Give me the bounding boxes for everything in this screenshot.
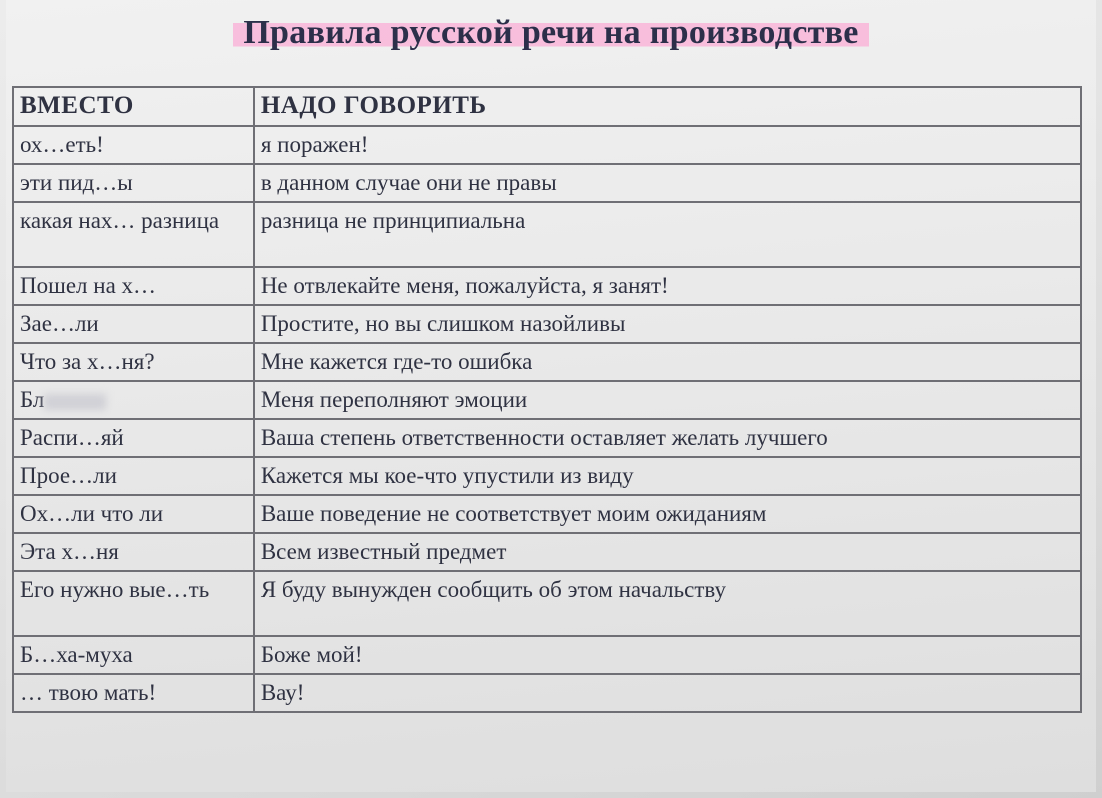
cell-say: разница не принципиальна (254, 202, 1081, 267)
cell-instead: Распи…яй (13, 419, 254, 457)
cell-instead: какая нах… разница (13, 202, 254, 267)
cell-say: в данном случае они не правы (254, 164, 1081, 202)
cell-say: Вау! (254, 674, 1081, 712)
cell-instead-censored (13, 381, 254, 419)
table-row (13, 202, 1081, 267)
cell-say: Боже мой! (254, 636, 1081, 674)
paper-sheet (6, 0, 1096, 792)
table-row (13, 495, 1081, 533)
cell-say: Не отвлекайте меня, пожалуйста, я занят! (254, 267, 1081, 305)
page-title (6, 14, 1096, 52)
table-row (13, 126, 1081, 164)
cell-say: Кажется мы кое-что упустили из виду (254, 457, 1081, 495)
cell-instead: Эта х…ня (13, 533, 254, 571)
cell-instead: Зае…ли (13, 305, 254, 343)
cell-say: Простите, но вы слишком назойливы (254, 305, 1081, 343)
blurred-text-patch (44, 394, 106, 410)
cell-instead: … твою мать! (13, 674, 254, 712)
table-row (13, 381, 1081, 419)
header-instead: ВМЕСТО (13, 87, 254, 126)
cell-say: я поражен! (254, 126, 1081, 164)
table-row (13, 457, 1081, 495)
table-row (13, 164, 1081, 202)
cell-instead: Что за х…ня? (13, 343, 254, 381)
cell-say: Я буду вынужден сообщить об этом начальству (254, 571, 1081, 636)
rules-table (12, 86, 1082, 713)
cell-instead: Б…ха-муха (13, 636, 254, 674)
table-row (13, 343, 1081, 381)
table-header-row (13, 87, 1081, 126)
table-row (13, 267, 1081, 305)
cell-instead: Пошел на х… (13, 267, 254, 305)
cell-say: Всем известный предмет (254, 533, 1081, 571)
table-row (13, 636, 1081, 674)
cell-instead: ох…еть! (13, 126, 254, 164)
cell-instead: Прое…ли (13, 457, 254, 495)
cell-instead: эти пид…ы (13, 164, 254, 202)
page-title-text: Правила русской речи на производстве (233, 14, 868, 51)
cell-instead: Ох…ли что ли (13, 495, 254, 533)
table-row (13, 571, 1081, 636)
cell-say: Ваше поведение не соответствует моим ожиданиям (254, 495, 1081, 533)
cell-say: Меня переполняют эмоции (254, 381, 1081, 419)
header-say: НАДО ГОВОРИТЬ (254, 87, 1081, 126)
cell-say: Мне кажется где-то ошибка (254, 343, 1081, 381)
cell-say: Ваша степень ответственности оставляет желать лучшего (254, 419, 1081, 457)
table-row (13, 674, 1081, 712)
table-row (13, 419, 1081, 457)
cell-instead-text: Бл (20, 387, 45, 412)
cell-instead: Его нужно вые…ть (13, 571, 254, 636)
table-row (13, 533, 1081, 571)
table-row (13, 305, 1081, 343)
